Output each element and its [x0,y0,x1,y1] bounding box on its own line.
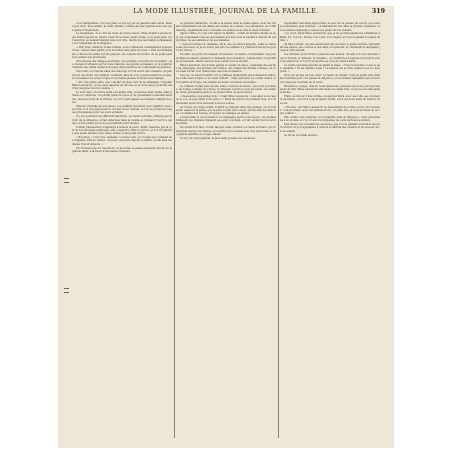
paragraph: On traversa des villages endormis, des prairies couvertes de brouillard ; les chevaux trottaient sur la route blanche, les grelots sonnaient, et le postillon chantait une vieille chanson du pays dont personne ne comprenait les paroles. [72,59,172,70]
paragraph: « Ah ! ma chère amie, que cela fait de bien, l'air de la campagne ! répétait Mme Laurencin ; je me sens rajeunie de dix ans, et je crois que je pourrais marcher jusqu'au bout du monde. » [72,80,172,91]
paragraph: Un jour, on résolut d'aller voir le château abandonné qui dominait la vallée. La route était longue et le soleil brûlant ; mais personne ne voulut rester, et l'on partit en troupe, les enfants en avant, les mères en arrière. [176,74,276,84]
magazine-page [58,6,394,448]
column-divider [174,24,175,438]
paragraph: Elle oublia, bien entendu, son parapluie dans la diligence ; mais personne ne s'en étonna, et l'on rit encore longtemps de cette dernière aventure. [280,115,380,123]
binding-mark [64,182,69,183]
paragraph: Au retour, un orage éclata. Il fallut se réfugier dans une grange, où l'on attendit, assis sur la paille, que la pluie voulût bien cesser. On raconta des histoires, on chanta des rondes, et la peur se changea en gaieté. [176,105,276,115]
paragraph: Les derniers jours furent consacrés aux adieux. On alla voir une dernière fois le moulin, le château, la fontaine ; on cueillit des bouquets de bruyère pour les emporter, et l'on fit promettre au curé de venir à Paris. [280,53,380,63]
text-column-2 [176,22,276,442]
paragraph: « Eh bien ! dit Mme Laurencin en descendant de voiture, nous voici revenus. L'an prochain, nous recommencerons ; et cette fois, je vous promets de ne rien oublier. » [280,105,380,115]
paragraph: Cependant l'automne approchait, et avec lui la pensée du retour. Les soirées devenaient plus fraîches ; on allumait du feu dans la grande cheminée, et l'on restait longtemps à causer, les pieds sur les chenets. [280,22,380,32]
paragraph: Vers midi, on s'arrêta dans une auberge où l'on servit une omelette, du jambon et des fruits. Les enfants couraient dans la cour, poursuivaient les poules, et revenaient les joues rouges et les mains pleines de fleurs des champs. [72,70,172,80]
paragraph: « Bon Dieu ! c'est vous, madame ! s'écria-t-elle ; je croyais que c'étaient des brigands. Entrez, entrez ; la soupe est prête depuis ce matin, et elle sera meilleure d'avoir attendu. » [72,136,172,146]
paragraph: Tels furent ces souvenirs de vacances, que l'on se plaisait à raconter les soirs d'hiver, et qui rappelaient à chacun le parfum des champs et la douceur de la vie simple. [280,123,380,133]
paragraph: Pendant le voyage, chacun resta silencieux, pensant aux bons jours qui venaient de finir. Mme Laurencin elle-même ne disait rien, ce qui ne lui était jamais arrivé. [280,84,380,95]
column-divider [278,24,279,438]
paragraph: « Descendez, descendez donc ! criait Mme Laurencin ; vous allez vous casser le cou, et que dirait votre père ? » Mais les petits n'écoutaient rien, et l'on entendait leurs rires résonner sous les voûtes. [176,95,276,105]
paragraph: Ce fut, de l'avis général, la plus belle journée des vacances. [180,136,256,140]
paragraph: « Vous trouverez ici, madame, dit-il, une vie bien tranquille ; mais le calme a ses douceurs, et je ne doute pas que vos enfants n'y prennent des forces pour tout l'hiver. » [176,42,276,53]
paragraph: Mme Laurencin, qui n'avait jamais su rester en place, organisait des parties de campagne, des goûters sur l'herbe, des visites aux fermes voisines, où l'on buvait du lait tout chaud dans des bols de faïence. [176,63,276,74]
paragraph: Chacun s'installa de son mieux. Les enfants choisirent leur chambre sous les toits, d'où l'on apercevait le clocher et les collines, et l'on se promit de longues promenades pour les jours suivants. [72,104,172,115]
paragraph: vous tranquillisez, s'il vous plaît, et que le jour se passera sans ennui. Mais voyez donc, mon enfant, la chère femme, comme elle me regarde avec ses yeux pleins d'inquiétude. [72,22,172,32]
binding-mark [64,288,69,289]
paragraph: On rentra fort tard, crotté, fatigué, mais content. La vieille servante, qui s'inquiétait depuis des heures, accueillit tout le monde avec des reproches et une grande marmite de soupe chaude. [176,126,276,136]
paragraph: Il y eut pourtant une difficulté imprévue : la vieille servante, effrayée par le bruit de la diligence, s'était enfermée dans la cuisine et refusait d'ouvrir à qui que ce fût, jurant qu'on ne la prendrait point vivante. [72,115,172,125]
paragraph: Il fallut parlementer longtemps à travers la porte. Enfin, rassurée par la voix de son ancienne maîtresse, elle consentit à tirer le verrou, et l'on vit paraître une petite femme toute ridée, armée d'une poêle à frire. [72,125,172,136]
text-column-3 [280,22,380,442]
paragraph: Enfin, au détour d'une colline, on aperçut Paris, avec ses toits, ses clochers et sa fumée ; et tout à coup la gaieté revint, car il est doux aussi de rentrer chez soi. [280,95,380,105]
paragraph: Le lendemain, on se mit en route de bonne heure. Mme Sophie Laurencin, qui était toujours en retard, avait dû se lever avant l'aube, et le petit Jean, tout endormi, se laissait habiller sans mot dire, tandis que les malles s'entassaient sur l'impériale de la diligence. [72,32,172,46]
paragraph: « Je crois, disait Mme Laurencin, que je ne pourrai jamais me réhabituer à Paris. Ici, l'on vit ; là-bas, l'on court, l'on s'agite, et l'on n'a jamais le temps de rien. » [280,32,380,42]
paragraph: Sa fille souriait, car elle savait bien que sa mère, à peine rentrée, reprendrait ses visites, ses courses et ses mille occupations, et oublierait la campagne jusqu'à l'été suivant. [280,42,380,53]
binding-mark [64,178,69,179]
page-header [58,6,394,20]
page-number: 319 [371,8,385,15]
paragraph: On le lui promit de bon cœur. Le matin du départ, toute la petite ville était aux fenêtres pour voir passer la diligence, et les enfants agitaient leurs mouchoirs jusqu'au tournant de la route. [280,74,380,84]
paragraph: On rit beaucoup de l'aventure, et la soirée se passa gaiement autour de la grande table, à la lueur d'une lampe fumeuse. [72,146,172,153]
text-column-1 [72,22,172,442]
paragraph: Après l'office, le curé vint saluer la famille ; c'était un homme simple et bon, qui connaissait tous ses paroissiens par leur nom et parlait à chacun de ses récoltes, de ses enfants et de ses malades. [176,32,276,42]
paragraph: « Mon Dieu, disait la bonne femme, nous oublierons certainement quelque chose ; mais il faut partir, et le bon Dieu aura pitié de nous. » Elle recommandait à chacun de veiller sur les paquets, de compter les boîtes, de ne point perdre le panier aux provisions. [72,46,172,59]
running-head: LA MODE ILLUSTRÉE, JOURNAL DE LA FAMILLE. [133,8,319,15]
paragraph: La fin au prochain numéro. [284,133,319,137]
paragraph: Le premier dimanche, on alla à la messe dans la vieille église, dont les vitraux répandaient sur les dalles des taches de couleur. Les paysannes, en coiffe blanche, regardaient avec curiosité ces dames de la ville et leurs toilettes. [176,22,276,32]
paragraph: La vieille servante pleurait en pliant le linge. « Vous reviendrez, n'est-ce pas, madame ? Et les enfants aussi ? La maison est si triste quand vous n'y êtes point. » [280,63,380,74]
paragraph: En effet, les jours s'écoulaient doucement. Le matin, on travaillait ; les jeunes filles brodaient, lisaient ou faisaient de la musique ; l'après-midi, on partait en promenade, tantôt vers les bois, tantôt vers le moulin. [176,53,276,63]
binding-mark [64,292,69,293]
paragraph: Le château n'était plus qu'une ruine couverte de lierre ; les tours écroulées, les fossés comblés de ronces, la chapelle ouverte à tous les vents. Les enfants, ravis, grimpaient partout, au grand effroi de leurs mères. [176,84,276,95]
paragraph: Le soir venu, on arriva enfin à la petite ville. La maison était vieille, mais grande et commode ; un jardin plein de roses et de groseilliers s'étendait derrière, jusqu'au bord de la rivière, où l'on voyait passer les bateaux chargés de bois. [72,91,172,104]
paragraph: Lorsqu'enfin le ciel s'éclaircit, la campagne parut toute neuve ; les feuilles brillaient, les chemins fumaient au soleil couchant, et l'air sentait bon la terre mouillée. [176,115,276,126]
